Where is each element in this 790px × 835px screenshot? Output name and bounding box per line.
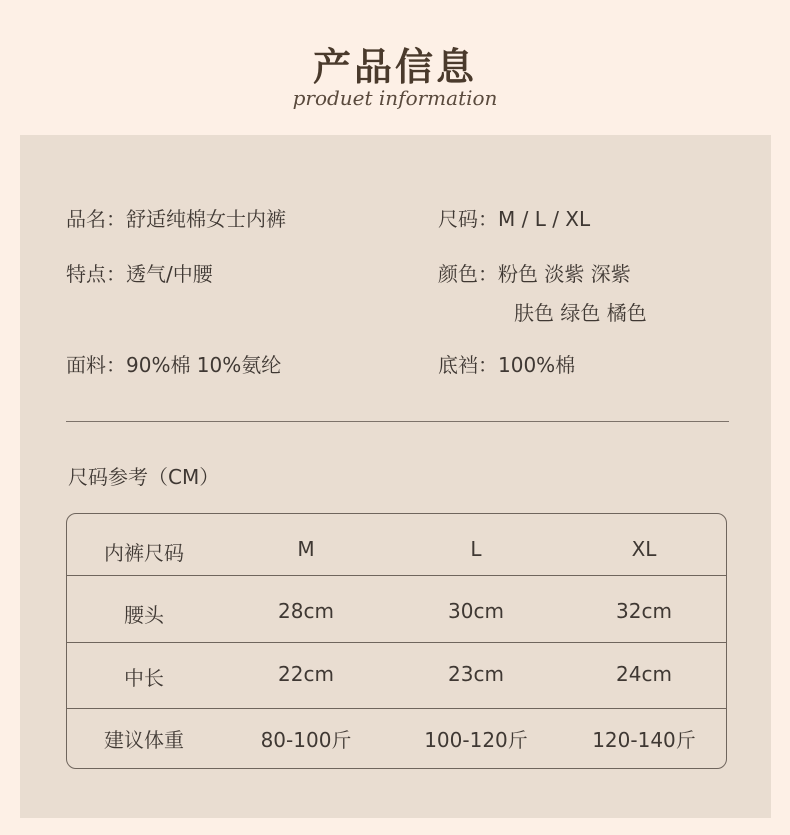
table-cell: 30cm (448, 599, 504, 623)
fabric-row (66, 349, 281, 378)
fabric-label: 面料： (66, 353, 126, 377)
table-cell: 120-140斤 (592, 728, 696, 752)
size-label: 尺码： (438, 207, 498, 231)
color-label: 颜色： (438, 262, 498, 286)
size-row (438, 203, 590, 232)
table-cell: 24cm (616, 662, 672, 686)
size-table (66, 513, 727, 769)
color-line-1: 粉色 淡紫 深紫 (498, 262, 631, 286)
feature-value: 透气/中腰 (126, 262, 213, 286)
divider (66, 421, 729, 422)
crotch-label: 底裆： (438, 353, 498, 377)
product-name-value: 舒适纯棉女士内裤 (126, 207, 286, 231)
table-cell: 腰头 (124, 603, 164, 627)
table-cell: 32cm (616, 599, 672, 623)
product-name-row (66, 203, 286, 232)
size-reference-title: 尺码参考（CM） (68, 465, 220, 489)
feature-label: 特点： (66, 262, 126, 286)
feature-row (66, 258, 213, 287)
table-header-cell: 内裤尺码 (104, 541, 184, 565)
color-line-2-row (514, 297, 647, 326)
product-name-label: 品名： (66, 207, 126, 231)
table-header-row (67, 514, 726, 576)
table-cell: 中长 (124, 666, 164, 690)
header (0, 0, 790, 135)
table-cell: 建议体重 (104, 728, 184, 752)
table-row (67, 576, 726, 643)
table-row (67, 643, 726, 709)
page-subtitle: produet information (292, 86, 498, 110)
table-cell: 80-100斤 (260, 728, 352, 752)
table-header-cell: L (470, 537, 482, 561)
table-cell: 22cm (278, 662, 334, 686)
page-title: 产品信息 (312, 45, 477, 89)
table-cell: 28cm (278, 599, 334, 623)
table-row (67, 709, 726, 769)
table-cell: 100-120斤 (424, 728, 528, 752)
crotch-row (438, 349, 575, 378)
color-row (438, 258, 631, 287)
info-panel (20, 135, 771, 818)
size-value: M / L / XL (498, 207, 591, 231)
crotch-value: 100%棉 (498, 353, 576, 377)
color-line-2: 肤色 绿色 橘色 (514, 301, 647, 325)
table-header-cell: M (297, 537, 315, 561)
fabric-value: 90%棉 10%氨纶 (126, 353, 282, 377)
table-cell: 23cm (448, 662, 504, 686)
table-header-cell: XL (631, 537, 657, 561)
